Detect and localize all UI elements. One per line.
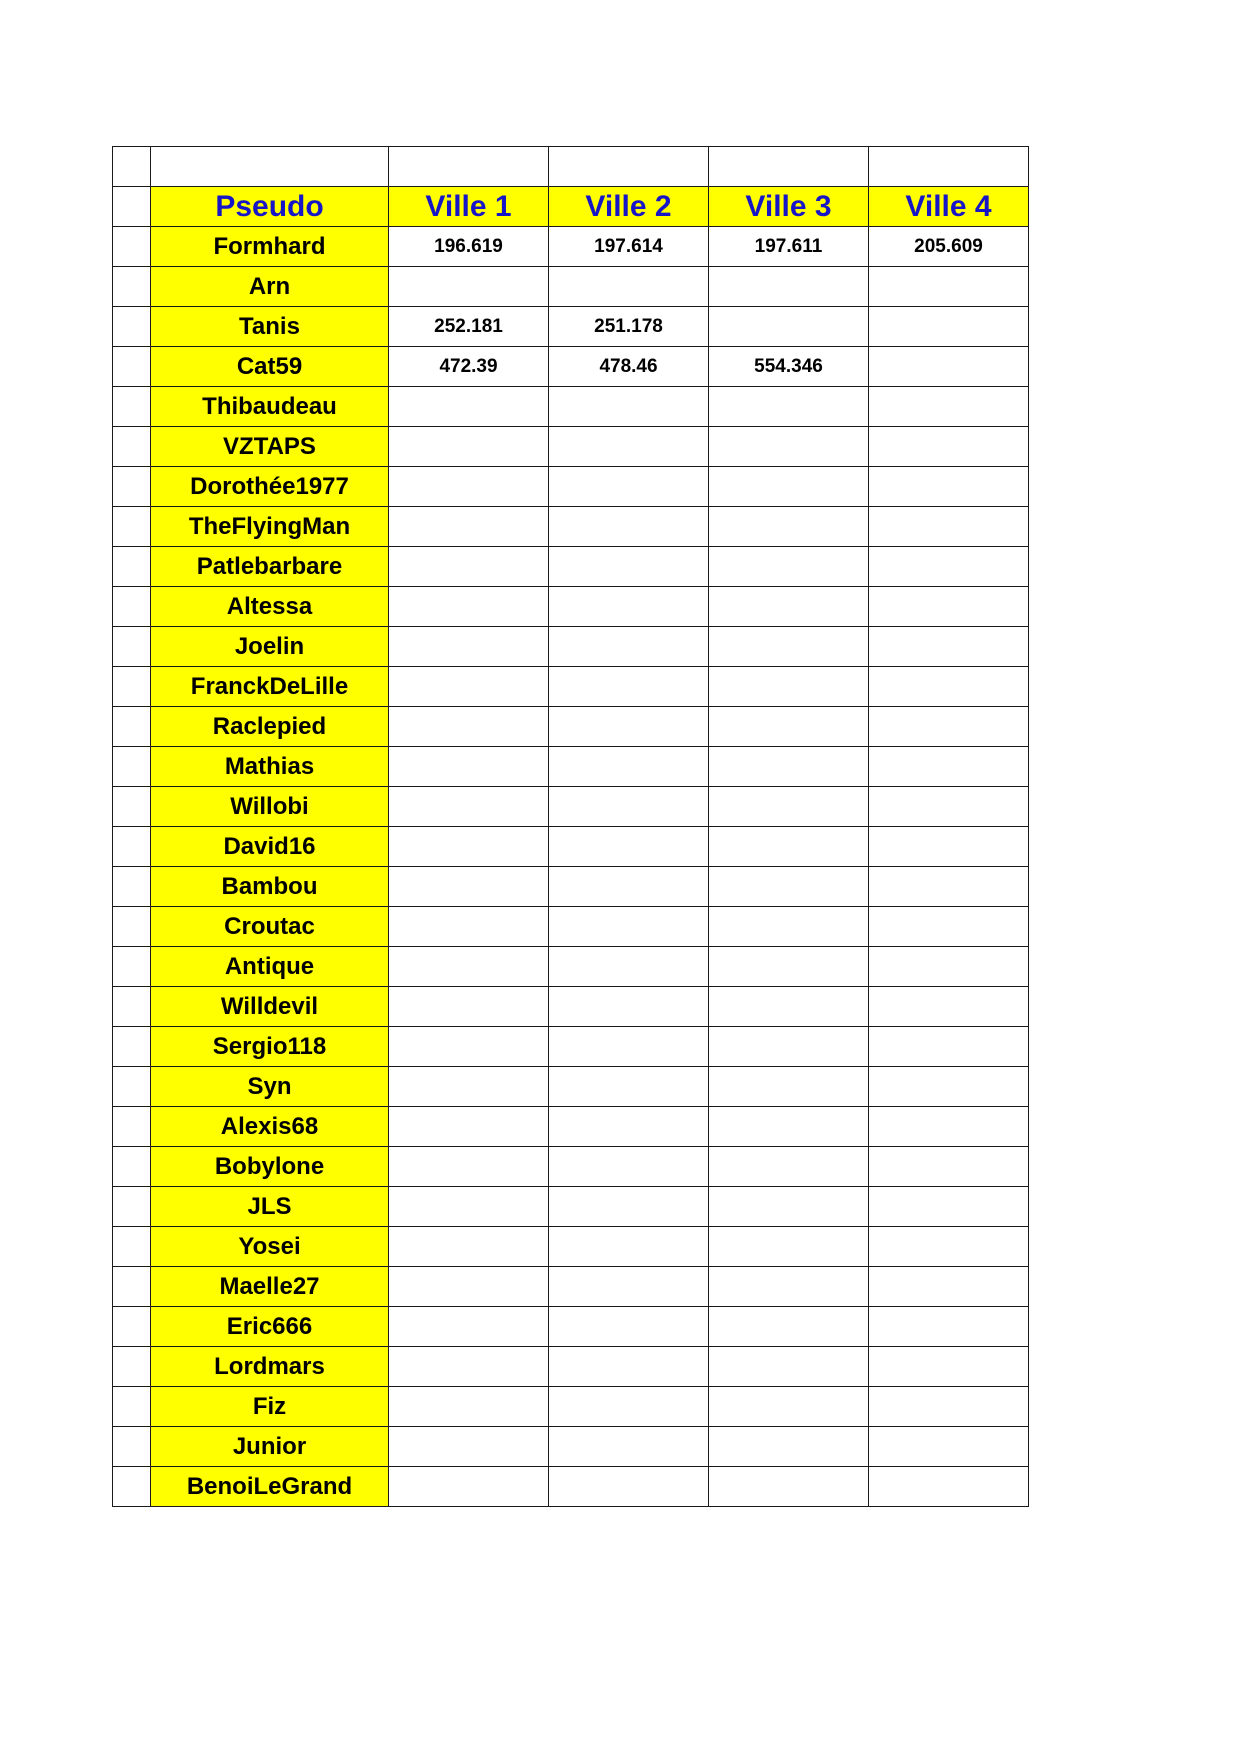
- ville-1-value-cell: [389, 1307, 549, 1347]
- row-index-cell: [113, 747, 151, 787]
- row-index-cell: [113, 1267, 151, 1307]
- ville-3-value-cell: [709, 1427, 869, 1467]
- pseudo-cell: Patlebarbare: [151, 547, 389, 587]
- ville-2-value-cell: [549, 467, 709, 507]
- pseudo-cell: David16: [151, 827, 389, 867]
- table-row: [113, 1107, 1029, 1147]
- ville-4-value-cell: [869, 1227, 1029, 1267]
- row-index-cell: [113, 187, 151, 227]
- ville-4-value-cell: [869, 907, 1029, 947]
- pseudo-cell: Mathias: [151, 747, 389, 787]
- table-row: [113, 827, 1029, 867]
- ville-2-value-cell: [549, 1347, 709, 1387]
- ville-4-value-cell: [869, 1027, 1029, 1067]
- pseudo-cell: Syn: [151, 1067, 389, 1107]
- ville-3-value-cell: [709, 1467, 869, 1507]
- row-index-cell: [113, 587, 151, 627]
- ville-4-value-cell: [869, 1387, 1029, 1427]
- ville-3-value-cell: [709, 867, 869, 907]
- table-row: [113, 1347, 1029, 1387]
- row-index-cell: [113, 507, 151, 547]
- row-index-cell: [113, 1427, 151, 1467]
- row-index-cell: [113, 907, 151, 947]
- pseudo-cell: Raclepied: [151, 707, 389, 747]
- ville-3-value-cell: [709, 587, 869, 627]
- ville-4-value-cell: [869, 1347, 1029, 1387]
- row-index-cell: [113, 1187, 151, 1227]
- ville-2-value-cell: [549, 747, 709, 787]
- ville-3-value-cell: [709, 627, 869, 667]
- row-index-cell: [113, 1027, 151, 1067]
- ville-4-value-cell: [869, 387, 1029, 427]
- pseudo-cell: Formhard: [151, 227, 389, 267]
- ville-4-value-cell: [869, 667, 1029, 707]
- row-index-cell: [113, 1147, 151, 1187]
- pseudo-cell: Antique: [151, 947, 389, 987]
- ville-1-value-cell: [389, 1027, 549, 1067]
- table-row: [113, 1387, 1029, 1427]
- pseudo-cell: Bobylone: [151, 1147, 389, 1187]
- pseudo-cell: Sergio118: [151, 1027, 389, 1067]
- ville-4-value-cell: [869, 1267, 1029, 1307]
- ville-4-value-cell: [869, 1467, 1029, 1507]
- row-index-cell: [113, 1107, 151, 1147]
- ville-1-value-cell: 252.181: [389, 307, 549, 347]
- pseudo-cell: Maelle27: [151, 1267, 389, 1307]
- ville-4-value-cell: [869, 467, 1029, 507]
- ville-4-value-cell: [869, 627, 1029, 667]
- pseudo-cell: Dorothée1977: [151, 467, 389, 507]
- ville-2-value-cell: [549, 547, 709, 587]
- ville-1-value-cell: [389, 587, 549, 627]
- ville-1-value-cell: [389, 1427, 549, 1467]
- row-index-cell: [113, 787, 151, 827]
- ville-3-value-cell: [709, 467, 869, 507]
- pseudo-cell: Bambou: [151, 867, 389, 907]
- ville-1-value-cell: [389, 1467, 549, 1507]
- row-index-cell: [113, 1067, 151, 1107]
- blank-cell: [709, 147, 869, 187]
- pseudo-cell: Yosei: [151, 1227, 389, 1267]
- ville-2-value-cell: [549, 1467, 709, 1507]
- table-row: [113, 387, 1029, 427]
- ville-2-value-cell: [549, 1187, 709, 1227]
- ville-3-value-cell: [709, 987, 869, 1027]
- ville-4-value-cell: 205.609: [869, 227, 1029, 267]
- header-ville-3: Ville 3: [709, 187, 869, 227]
- row-index-cell: [113, 1307, 151, 1347]
- row-index-cell: [113, 347, 151, 387]
- ville-1-value-cell: [389, 1187, 549, 1227]
- ville-4-value-cell: [869, 827, 1029, 867]
- ville-2-value-cell: [549, 627, 709, 667]
- ville-2-value-cell: [549, 947, 709, 987]
- ville-2-value-cell: [549, 867, 709, 907]
- table-row: [113, 747, 1029, 787]
- ville-3-value-cell: [709, 1107, 869, 1147]
- ville-2-value-cell: [549, 667, 709, 707]
- ville-4-value-cell: [869, 307, 1029, 347]
- header-ville-4: Ville 4: [869, 187, 1029, 227]
- ville-1-value-cell: [389, 627, 549, 667]
- ville-3-value-cell: [709, 667, 869, 707]
- table-row: [113, 227, 1029, 267]
- header-row: [113, 187, 1029, 227]
- pseudo-cell: Lordmars: [151, 1347, 389, 1387]
- table-row: [113, 987, 1029, 1027]
- table-row: [113, 627, 1029, 667]
- ville-1-value-cell: [389, 1347, 549, 1387]
- row-index-cell: [113, 307, 151, 347]
- ville-3-value-cell: [709, 1147, 869, 1187]
- ville-2-value-cell: [549, 267, 709, 307]
- ville-3-value-cell: [709, 1347, 869, 1387]
- ville-4-value-cell: [869, 867, 1029, 907]
- ville-1-value-cell: [389, 1227, 549, 1267]
- ville-3-value-cell: [709, 1387, 869, 1427]
- ville-3-value-cell: [709, 1307, 869, 1347]
- blank-cell: [549, 147, 709, 187]
- header-ville-1: Ville 1: [389, 187, 549, 227]
- table-row: [113, 1427, 1029, 1467]
- ville-3-value-cell: [709, 267, 869, 307]
- blank-cell: [389, 147, 549, 187]
- ville-4-value-cell: [869, 1427, 1029, 1467]
- ville-4-value-cell: [869, 427, 1029, 467]
- ville-3-value-cell: [709, 1227, 869, 1267]
- table-row: [113, 1187, 1029, 1227]
- ville-2-value-cell: [549, 1027, 709, 1067]
- table-row: [113, 307, 1029, 347]
- ville-2-value-cell: [549, 1267, 709, 1307]
- ville-1-value-cell: [389, 987, 549, 1027]
- row-index-cell: [113, 1387, 151, 1427]
- ville-2-value-cell: [549, 707, 709, 747]
- table-row: [113, 1067, 1029, 1107]
- ville-3-value-cell: [709, 547, 869, 587]
- ville-1-value-cell: [389, 1387, 549, 1427]
- pseudo-cell: Willdevil: [151, 987, 389, 1027]
- ville-4-value-cell: [869, 507, 1029, 547]
- row-index-cell: [113, 467, 151, 507]
- ville-2-value-cell: [549, 827, 709, 867]
- pseudo-cell: Fiz: [151, 1387, 389, 1427]
- row-index-cell: [113, 1467, 151, 1507]
- table-row: [113, 947, 1029, 987]
- pseudo-cell: Croutac: [151, 907, 389, 947]
- pseudo-cell: Alexis68: [151, 1107, 389, 1147]
- pseudo-cell: TheFlyingMan: [151, 507, 389, 547]
- ville-1-value-cell: [389, 867, 549, 907]
- ville-1-value-cell: [389, 1147, 549, 1187]
- table-row: [113, 907, 1029, 947]
- table-row: [113, 1027, 1029, 1067]
- ville-2-value-cell: [549, 987, 709, 1027]
- score-table: [112, 146, 1029, 1507]
- table-row: [113, 267, 1029, 307]
- table-row: [113, 347, 1029, 387]
- ville-4-value-cell: [869, 1187, 1029, 1227]
- pseudo-cell: Tanis: [151, 307, 389, 347]
- ville-2-value-cell: 197.614: [549, 227, 709, 267]
- ville-2-value-cell: [549, 1227, 709, 1267]
- ville-1-value-cell: [389, 747, 549, 787]
- pseudo-cell: Thibaudeau: [151, 387, 389, 427]
- ville-4-value-cell: [869, 267, 1029, 307]
- ville-2-value-cell: 478.46: [549, 347, 709, 387]
- blank-cell: [869, 147, 1029, 187]
- ville-4-value-cell: [869, 987, 1029, 1027]
- ville-2-value-cell: [549, 507, 709, 547]
- ville-3-value-cell: [709, 947, 869, 987]
- pseudo-cell: JLS: [151, 1187, 389, 1227]
- row-index-cell: [113, 1227, 151, 1267]
- ville-3-value-cell: [709, 387, 869, 427]
- ville-2-value-cell: [549, 787, 709, 827]
- ville-4-value-cell: [869, 787, 1029, 827]
- row-index-cell: [113, 387, 151, 427]
- ville-2-value-cell: [549, 1107, 709, 1147]
- ville-1-value-cell: 196.619: [389, 227, 549, 267]
- ville-4-value-cell: [869, 747, 1029, 787]
- table-row: [113, 467, 1029, 507]
- table-row: [113, 1147, 1029, 1187]
- ville-2-value-cell: [549, 427, 709, 467]
- blank-cell: [113, 147, 151, 187]
- ville-4-value-cell: [869, 707, 1029, 747]
- ville-3-value-cell: [709, 1027, 869, 1067]
- ville-1-value-cell: [389, 507, 549, 547]
- table-row: [113, 707, 1029, 747]
- ville-1-value-cell: [389, 1267, 549, 1307]
- table-row: [113, 427, 1029, 467]
- ville-1-value-cell: [389, 907, 549, 947]
- ville-3-value-cell: [709, 747, 869, 787]
- ville-3-value-cell: [709, 787, 869, 827]
- ville-2-value-cell: [549, 907, 709, 947]
- ville-2-value-cell: [549, 1307, 709, 1347]
- row-index-cell: [113, 987, 151, 1027]
- row-index-cell: [113, 547, 151, 587]
- ville-1-value-cell: [389, 387, 549, 427]
- table-row: [113, 507, 1029, 547]
- ville-3-value-cell: 197.611: [709, 227, 869, 267]
- row-index-cell: [113, 827, 151, 867]
- ville-1-value-cell: [389, 947, 549, 987]
- ville-3-value-cell: [709, 1187, 869, 1227]
- ville-2-value-cell: [549, 1427, 709, 1467]
- ville-1-value-cell: [389, 267, 549, 307]
- pseudo-cell: Eric666: [151, 1307, 389, 1347]
- pseudo-cell: Junior: [151, 1427, 389, 1467]
- row-index-cell: [113, 867, 151, 907]
- pseudo-cell: VZTAPS: [151, 427, 389, 467]
- ville-4-value-cell: [869, 587, 1029, 627]
- ville-2-value-cell: [549, 1147, 709, 1187]
- blank-top-row: [113, 147, 1029, 187]
- row-index-cell: [113, 427, 151, 467]
- ville-3-value-cell: [709, 707, 869, 747]
- ville-2-value-cell: [549, 1387, 709, 1427]
- ville-1-value-cell: [389, 787, 549, 827]
- ville-2-value-cell: 251.178: [549, 307, 709, 347]
- row-index-cell: [113, 947, 151, 987]
- table-row: [113, 787, 1029, 827]
- row-index-cell: [113, 1347, 151, 1387]
- row-index-cell: [113, 707, 151, 747]
- table-row: [113, 587, 1029, 627]
- ville-3-value-cell: [709, 427, 869, 467]
- pseudo-cell: Cat59: [151, 347, 389, 387]
- ville-3-value-cell: [709, 907, 869, 947]
- header-pseudo: Pseudo: [151, 187, 389, 227]
- ville-4-value-cell: [869, 1067, 1029, 1107]
- ville-3-value-cell: [709, 1267, 869, 1307]
- row-index-cell: [113, 667, 151, 707]
- ville-4-value-cell: [869, 1307, 1029, 1347]
- ville-2-value-cell: [549, 587, 709, 627]
- blank-cell: [151, 147, 389, 187]
- ville-1-value-cell: [389, 1067, 549, 1107]
- table-row: [113, 1227, 1029, 1267]
- ville-3-value-cell: 554.346: [709, 347, 869, 387]
- ville-1-value-cell: [389, 547, 549, 587]
- ville-4-value-cell: [869, 1107, 1029, 1147]
- table-row: [113, 867, 1029, 907]
- row-index-cell: [113, 267, 151, 307]
- pseudo-cell: FranckDeLille: [151, 667, 389, 707]
- pseudo-cell: Joelin: [151, 627, 389, 667]
- table-row: [113, 1267, 1029, 1307]
- row-index-cell: [113, 227, 151, 267]
- ville-1-value-cell: [389, 467, 549, 507]
- ville-1-value-cell: 472.39: [389, 347, 549, 387]
- pseudo-cell: Arn: [151, 267, 389, 307]
- ville-3-value-cell: [709, 507, 869, 547]
- ville-1-value-cell: [389, 667, 549, 707]
- ville-3-value-cell: [709, 307, 869, 347]
- header-ville-2: Ville 2: [549, 187, 709, 227]
- ville-1-value-cell: [389, 707, 549, 747]
- ville-2-value-cell: [549, 387, 709, 427]
- pseudo-cell: Willobi: [151, 787, 389, 827]
- pseudo-cell: BenoiLeGrand: [151, 1467, 389, 1507]
- table-row: [113, 1467, 1029, 1507]
- table-row: [113, 547, 1029, 587]
- ville-4-value-cell: [869, 1147, 1029, 1187]
- ville-3-value-cell: [709, 1067, 869, 1107]
- ville-2-value-cell: [549, 1067, 709, 1107]
- table-row: [113, 1307, 1029, 1347]
- row-index-cell: [113, 627, 151, 667]
- table-row: [113, 667, 1029, 707]
- ville-4-value-cell: [869, 947, 1029, 987]
- pseudo-cell: Altessa: [151, 587, 389, 627]
- ville-1-value-cell: [389, 427, 549, 467]
- ville-3-value-cell: [709, 827, 869, 867]
- ville-1-value-cell: [389, 1107, 549, 1147]
- ville-1-value-cell: [389, 827, 549, 867]
- ville-4-value-cell: [869, 347, 1029, 387]
- ville-4-value-cell: [869, 547, 1029, 587]
